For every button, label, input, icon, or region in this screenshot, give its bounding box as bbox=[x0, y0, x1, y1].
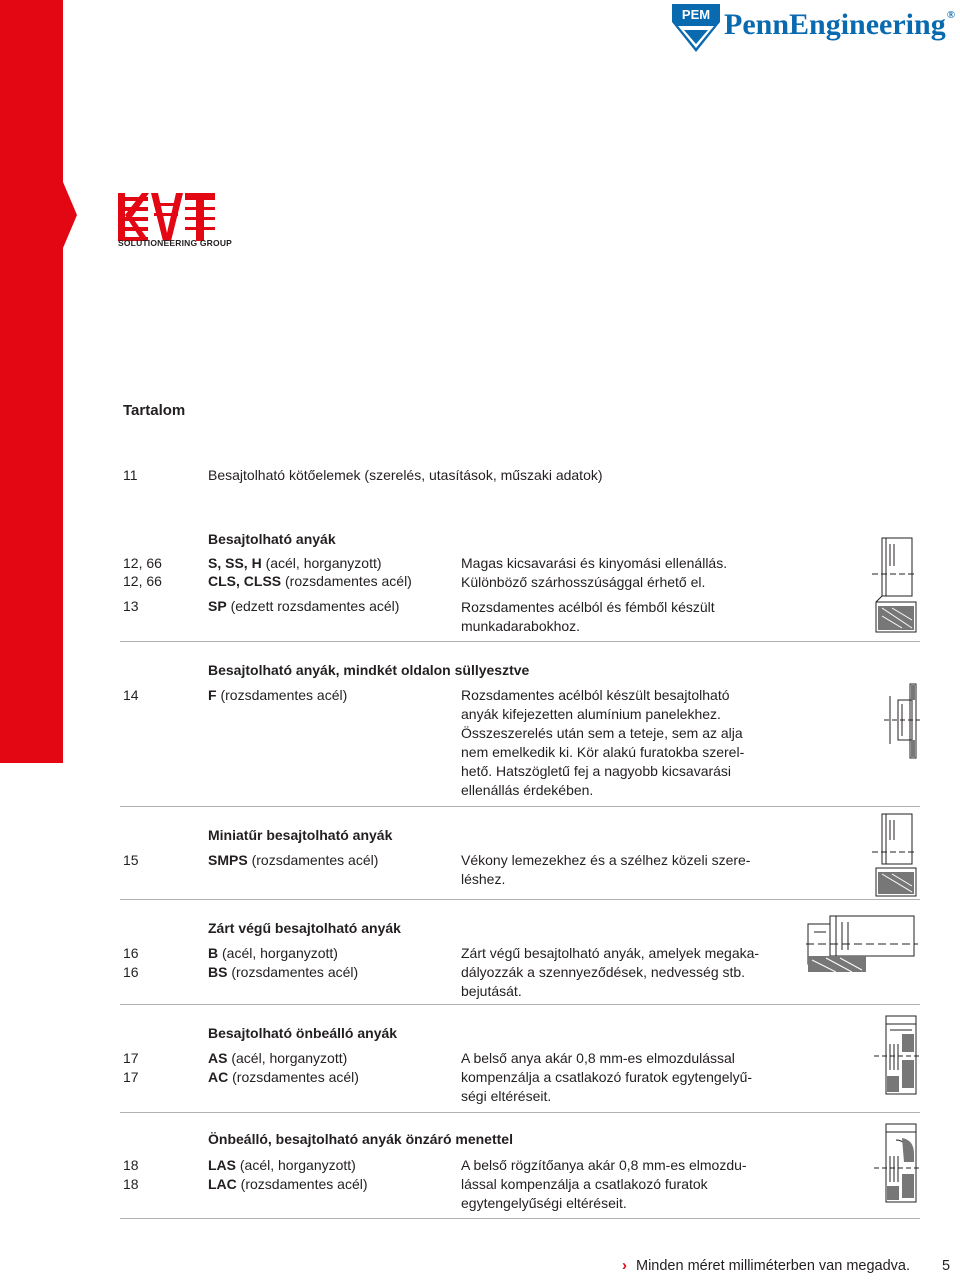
section-heading: Zárt végű besajtolható anyák bbox=[208, 920, 401, 936]
desc-line: Különböző szárhosszúsággal érhető el. bbox=[461, 574, 706, 590]
desc-line: Magas kicsavarási és kinyomási ellenállás. bbox=[461, 555, 728, 571]
row-product bbox=[208, 572, 412, 591]
row-page: 12, 66 bbox=[123, 573, 162, 589]
row-product bbox=[208, 963, 358, 982]
row-material: (rozsdamentes acél) bbox=[281, 573, 412, 589]
row-product bbox=[208, 554, 382, 573]
desc-line: hető. Hatszögletű fej a nagyobb kicsavarási bbox=[461, 763, 732, 779]
row-material: (rozsdamentes acél) bbox=[228, 1069, 359, 1085]
row-product bbox=[208, 1175, 368, 1194]
row-page: 17 bbox=[123, 1050, 139, 1066]
row-code: S, SS, H bbox=[208, 555, 262, 571]
row-code: F bbox=[208, 687, 217, 703]
row-page: 15 bbox=[123, 852, 139, 868]
section-description bbox=[461, 554, 727, 636]
desc-line: Összeszerelés után sem a teteje, sem az alja bbox=[461, 725, 743, 741]
row-page: 18 bbox=[123, 1157, 139, 1173]
red-band-notch bbox=[63, 182, 77, 248]
footer-chevron-icon: › bbox=[622, 1257, 627, 1274]
desc-line: egytengelyűségi eltéréseit. bbox=[461, 1195, 627, 1211]
locking-floating-nut-icon bbox=[872, 1122, 924, 1206]
flush-nut-icon bbox=[880, 682, 922, 762]
row-product bbox=[208, 944, 338, 963]
row-material: (rozsdamentes acél) bbox=[236, 1176, 368, 1192]
section-divider bbox=[120, 806, 920, 807]
section-heading: Önbeálló, besajtolható anyák önzáró menettel bbox=[208, 1131, 513, 1147]
kvt-tagline: SOLUTIONEERING GROUP bbox=[118, 238, 233, 248]
miniature-nut-icon bbox=[868, 812, 918, 902]
desc-line: ellenállás érdekében. bbox=[461, 782, 594, 798]
section-divider bbox=[120, 1218, 920, 1219]
row-page: 18 bbox=[123, 1176, 139, 1192]
intro-text: Besajtolható kötőelemek (szerelés, utasítások, műszaki adatok) bbox=[208, 467, 603, 483]
row-product bbox=[208, 1068, 359, 1087]
section-heading: Besajtolható anyák bbox=[208, 531, 336, 547]
row-page: 16 bbox=[123, 964, 139, 980]
desc-line: Rozsdamentes acélból és fémből készült bbox=[461, 599, 715, 615]
row-material: (edzett rozsdamentes acél) bbox=[226, 598, 400, 614]
pem-logo-icon bbox=[672, 4, 720, 54]
section-heading: Besajtolható önbeálló anyák bbox=[208, 1025, 398, 1041]
row-product bbox=[208, 1049, 347, 1068]
row-material: (rozsdamentes acél) bbox=[227, 964, 359, 980]
row-page: 16 bbox=[123, 945, 139, 961]
desc-line: Vékony lemezekhez és a szélhez közeli szere- bbox=[461, 852, 751, 868]
row-material: (acél, horganyzott) bbox=[227, 1050, 348, 1066]
row-code: LAS bbox=[208, 1157, 236, 1173]
row-page: 13 bbox=[123, 598, 139, 614]
section-description bbox=[461, 944, 759, 1001]
desc-line: anyák kifejezetten alumínium panelekhez. bbox=[461, 706, 721, 722]
row-material: (acél, horganyzott) bbox=[261, 555, 382, 571]
desc-line: ségi eltéréseit. bbox=[461, 1088, 552, 1104]
desc-line: nem emelkedik ki. Kör alakú furatokba szerel- bbox=[461, 744, 745, 760]
section-heading: Besajtolható anyák, mindkét oldalon süllyesztve bbox=[208, 662, 530, 678]
blind-nut-icon bbox=[806, 912, 920, 978]
row-product bbox=[208, 1156, 356, 1175]
row-code: SMPS bbox=[208, 852, 248, 868]
row-code: SP bbox=[208, 598, 227, 614]
section-heading: Miniatűr besajtolható anyák bbox=[208, 827, 393, 843]
section-divider bbox=[120, 641, 920, 642]
section-description bbox=[461, 1049, 752, 1106]
desc-line: léshez. bbox=[461, 871, 506, 887]
desc-line: bejutását. bbox=[461, 983, 522, 999]
section-description bbox=[461, 851, 750, 889]
toc-title: Tartalom bbox=[123, 402, 186, 419]
row-code: B bbox=[208, 945, 219, 961]
desc-line: A belső anya akár 0,8 mm-es elmozdulással bbox=[461, 1050, 735, 1066]
section-divider bbox=[120, 899, 920, 900]
row-page: 17 bbox=[123, 1069, 139, 1085]
section-divider bbox=[120, 1004, 920, 1005]
row-code: AC bbox=[208, 1069, 229, 1085]
desc-line: lással kompenzálja a csatlakozó furatok bbox=[461, 1176, 708, 1192]
section-description bbox=[461, 686, 744, 800]
press-nut-icon bbox=[868, 536, 918, 636]
row-code: CLS, CLSS bbox=[208, 573, 282, 589]
row-code: BS bbox=[208, 964, 228, 980]
row-material: (acél, horganyzott) bbox=[236, 1157, 356, 1173]
desc-line: Rozsdamentes acélból készült besajtolható bbox=[461, 687, 730, 703]
section-description bbox=[461, 1156, 747, 1213]
desc-line: Zárt végű besajtolható anyák, amelyek megaka- bbox=[461, 945, 760, 961]
row-product bbox=[208, 851, 378, 870]
brand-name bbox=[724, 8, 955, 42]
desc-line: munkadarabokhoz. bbox=[461, 618, 581, 634]
section-divider bbox=[120, 1112, 920, 1113]
desc-line: A belső rögzítőanya akár 0,8 mm-es elmozdu- bbox=[461, 1157, 747, 1173]
page-number: 5 bbox=[942, 1258, 951, 1274]
desc-line: kompenzálja a csatlakozó furatok egytengelyű- bbox=[461, 1069, 753, 1085]
red-side-band bbox=[0, 0, 63, 763]
desc-line: dályozzák a szennyeződések, nedvesség stb. bbox=[461, 964, 746, 980]
intro-page: 11 bbox=[123, 467, 138, 483]
brand-reg-mark: ® bbox=[946, 9, 955, 21]
row-material: (rozsdamentes acél) bbox=[216, 687, 348, 703]
brand-name-text: PennEngineering bbox=[724, 8, 946, 41]
floating-nut-icon bbox=[872, 1014, 924, 1098]
pem-mark-text: PEM bbox=[681, 7, 711, 22]
row-material: (rozsdamentes acél) bbox=[247, 852, 379, 868]
row-product bbox=[208, 686, 347, 705]
row-code: AS bbox=[208, 1050, 228, 1066]
row-code: LAC bbox=[208, 1176, 237, 1192]
row-page: 14 bbox=[123, 687, 139, 703]
row-page: 12, 66 bbox=[123, 555, 162, 571]
row-material: (acél, horganyzott) bbox=[218, 945, 338, 961]
footer-note: Minden méret milliméterben van megadva. bbox=[636, 1258, 911, 1274]
row-product bbox=[208, 597, 399, 616]
